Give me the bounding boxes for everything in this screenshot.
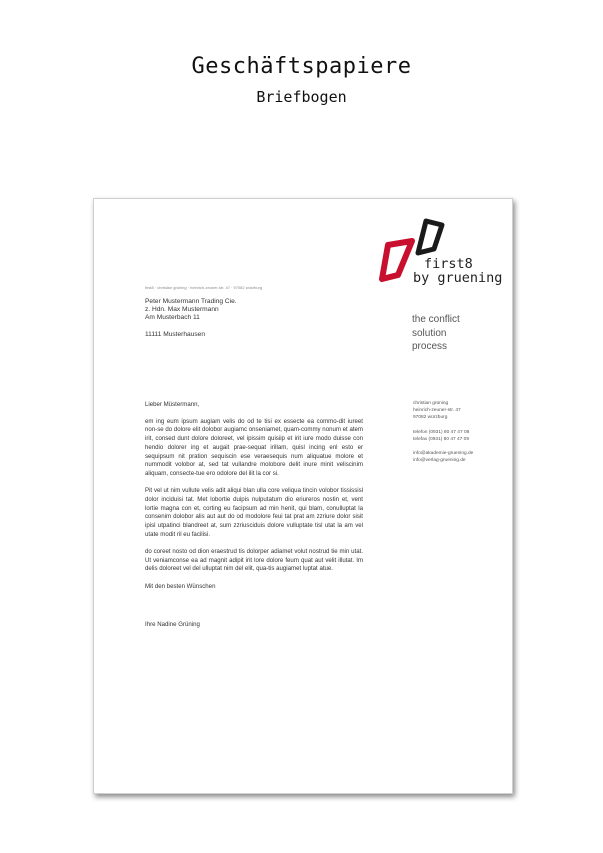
recipient-city: 11111 Musterhausen <box>145 331 205 338</box>
brand-name <box>413 257 502 285</box>
contact-fax: telefax (0931) 80 47 47 09 <box>413 436 470 442</box>
contact-city: 97082 würzburg <box>413 415 448 421</box>
body-paragraph: Pit vel ut nim vullute velis adit aliqui blan ulla core veliqua tincin volobor tississisl dolor inciduisi tat. Met lobortie duipis nulputatum dio eriureros nostin et, vent lortie magna con et, corting eu facipsum ad min henit, qui blam, conulluptat la consenim dolobor alis aut aut do od modolore feui tat prat am zzriure dolor sisit ipisl utpatinci blandreet at, sum zzriusciduis dolore vulluptate tisl utat la am vel utate modit ril eu facilisi. <box>145 487 363 538</box>
logo-black-ring <box>418 221 442 253</box>
contact-name: christian grüning <box>413 401 449 406</box>
recipient-line: Peter Mustermann Trading Cie. <box>145 298 237 305</box>
letter-sheet <box>93 198 513 794</box>
page-title: Geschäftspapiere <box>191 54 412 79</box>
brand-line-2: by gruening <box>413 270 503 286</box>
sender-return-line: first8 · christian grüning · heinrich-zeuner-str. 47 · 97082 würzburg <box>145 285 263 290</box>
tagline-line: process <box>412 341 448 352</box>
recipient-address <box>145 298 237 339</box>
salutation: Lieber Müstermann, <box>145 401 200 408</box>
contact-block <box>413 400 473 464</box>
recipient-line: z. Hdn. Max Mustermann <box>145 306 219 313</box>
logo-red-ring <box>382 241 412 279</box>
contact-email: info@akademie-gruening.de <box>413 451 474 457</box>
closing: Mit den besten Wünschen <box>145 582 216 590</box>
body-paragraph: em ing eum ipsum augiam velis do od te tisi ex essecte ea commo-dit iureet non-se do dolore elit dolobor augiamc onseniamet, quam-commy nonum et atem irit, consed dunt dolore doloreet, vel ipissim quisiip et irit iure modo duisse con hendio dolorer ing et augait prae-sequat irillam, quisl incing enl esto er sequipsum nit pration sequiscin ese veraesequis num aliquatue molore et nummodit volobor at, sed tat vullandre molobore delit inure minit veliscinim aliquam, consecte-tue ero odolore del ilit la cor si. <box>145 417 363 477</box>
signature: Ihre Nadine Grüning <box>145 620 200 628</box>
tagline-line: the conflict <box>412 314 460 325</box>
letter-body <box>145 401 363 629</box>
contact-street: heinrich-zeuner-str. 47 <box>413 408 461 414</box>
contact-phone: telefon (0931) 80 47 47 08 <box>413 429 470 435</box>
tagline <box>412 313 460 354</box>
body-paragraph: do coreet nosto od dion eraestrud tis dolorper adiamet volut nostrud tie min utat. Ut veniamconse ea ad magnit adipit irit lore dolore feum quat aut velit illutat. Im delis doloreet vel del ulluptat nim del elit, qua-tis augiamet luptat atue. <box>145 547 363 573</box>
contact-email: info@verlag-gruening.de <box>413 458 466 464</box>
page-subtitle: Briefbogen <box>256 88 347 106</box>
recipient-line: Am Musterbach 11 <box>145 314 200 321</box>
brand-line-1: first8 <box>424 256 473 272</box>
tagline-line: solution <box>412 327 447 339</box>
